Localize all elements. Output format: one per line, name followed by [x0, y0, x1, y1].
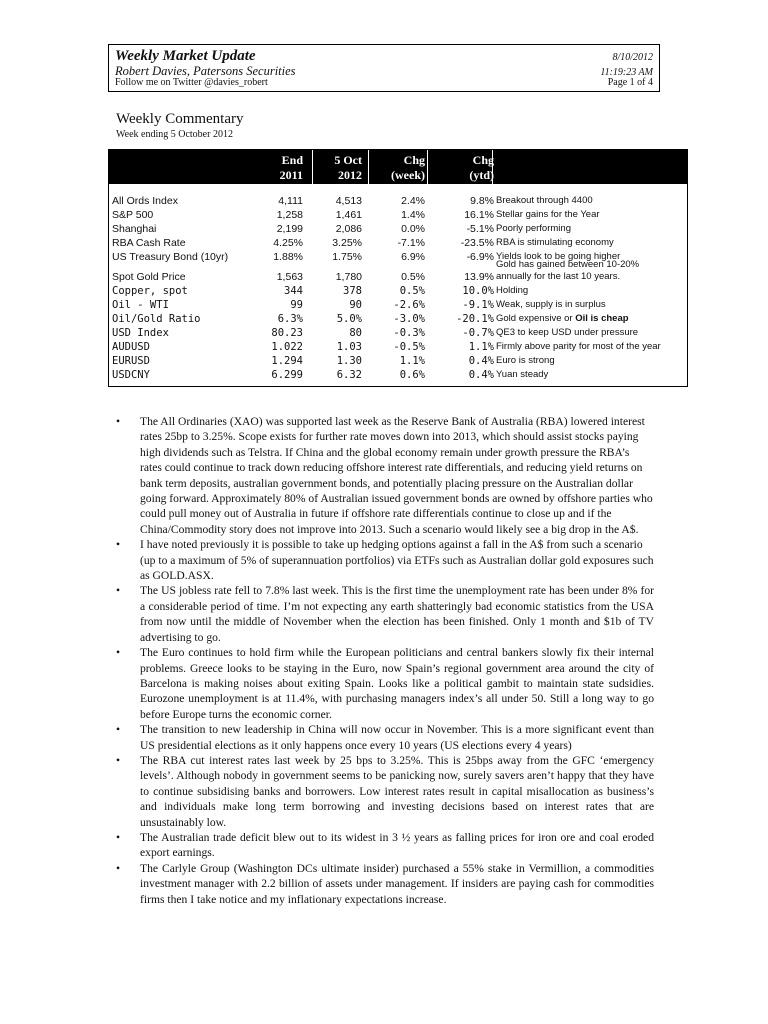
table-row: US Treasury Bond (10yr) 1.88% 1.75% 6.9% -6.9% Yields look to be going higher	[112, 251, 621, 263]
col-header-oct5: 5 Oct 2012	[334, 153, 362, 182]
table-row: USDCNY 6.299 6.32 0.6% 0.4% Yuan steady	[112, 369, 549, 381]
col-header-chg-ytd: Chg (ytd)	[469, 153, 494, 182]
list-item: • The Euro continues to hold firm while the European politicians and central bankers slowly fix their internal problems. Greece looks to be staying in the Euro, now Spain’s regional government area around the city of Barcelona is making noises about exiting Spain. Looks like a political gambit to maintain state sudsidies. Eurozone unemployment is at 11.4%, with purchasing managers index’s all under 50. Still a long way to go before Europe turns the economic corner.	[116, 645, 654, 722]
list-item: • The US jobless rate fell to 7.8% last week. This is the first time the unemployment rate has been under 8% for a considerable period of time. I’m not expecting any earth shatteringly bad economic statistics from the USA from now until the middle of November when the election has been finished. Only 1 month and $1b of TV advertising to go.	[116, 583, 654, 645]
col-header-end2011: End 2011	[279, 153, 303, 182]
list-item: • The All Ordinaries (XAO) was supported last week as the Reserve Bank of Australia (RBA) lowered interest rates 25bp to 3.25%. Scope exists for further rate moves down into 2013, which should assist stocks paying high dividends such as Telstra. If China and the global economy remain under growth pressure the RBA’s rates could continue to track down reducing offshore interest rate differentials, and reducing yield returns on bank term deposits, australian government bonds, and potentially placing pressure on the Australian dollar going forward. Approximately 80% of Australian issued government bonds are owned by offshore parties who could pull money out of Australia in future if offshore rate differentials continue to close up and if the China/Commodity story does not improve into 2013. Such a scenario would likely see a big drop in the A$.	[116, 414, 654, 537]
table-row: Shanghai 2,199 2,086 0.0% -5.1% Poorly performing	[112, 223, 571, 235]
report-time: 11:19:23 AM	[600, 67, 653, 78]
table-row: Oil/Gold Ratio 6.3% 5.0% -3.0% -20.1% Gold expensive or Oil is cheap	[112, 313, 629, 325]
table-row: USD Index 80.23 80 -0.3% -0.7% QE3 to keep USD under pressure	[112, 327, 639, 339]
twitter-line: Follow me on Twitter @davies_robert	[115, 77, 268, 88]
list-item: • The Carlyle Group (Washington DCs ultimate insider) purchased a 55% stake in Vermillion, a commodities investment manager with 2.2 billion of assets under management. If insiders are paying cash for commodities firms then I take notice and my inflationary expectations increase.	[116, 861, 654, 907]
commentary-list	[116, 414, 654, 907]
table-row: AUDUSD 1.022 1.03 -0.5% 1.1% Firmly above parity for most of the year	[112, 341, 661, 353]
table-row: Spot Gold Price 1,563 1,780 0.5% 13.9% annually for the last 10 years.	[112, 271, 621, 283]
table-row: S&P 500 1,258 1,461 1.4% 16.1% Stellar gains for the Year	[112, 209, 600, 221]
list-item: • The Australian trade deficit blew out to its widest in 3 ½ years as falling prices for iron ore and coal eroded export earnings.	[116, 830, 654, 861]
table-row: All Ords Index 4,111 4,513 2.4% 9.8% Breakout through 4400	[112, 195, 593, 207]
list-item: • The RBA cut interest rates last week by 25 bps to 3.25%. This is 25bps away from the GFC ‘emergency levels’. Although nobody in government seems to be panicking now, surely savers aren’t happy that they have to continue subsidising banks and borrowers. Low interest rates result in capital misallocation as business’s and individuals make long term borrowing and investing decisions based on interest rates that are unsustainably low.	[116, 753, 654, 830]
section-title: Weekly Commentary	[116, 111, 244, 127]
page-number: Page 1 of 4	[607, 77, 653, 88]
report-title: Weekly Market Update	[115, 48, 256, 64]
table-row: Copper, spot 344 378 0.5% 10.0% Holding	[112, 285, 529, 297]
table-row-comment-extra: Gold has gained between 10-20%	[496, 259, 640, 270]
table-header	[109, 150, 687, 184]
report-date: 8/10/2012	[612, 52, 653, 63]
list-item: • The transition to new leadership in China will now occur in November. This is a more significant event than US presidential elections as it only happens once every 10 years (US elections every 4 years)	[116, 722, 654, 753]
table-row: RBA Cash Rate 4.25% 3.25% -7.1% -23.5% RBA is stimulating economy	[112, 237, 614, 249]
table-row: EURUSD 1.294 1.30 1.1% 0.4% Euro is strong	[112, 355, 555, 367]
section-subtitle: Week ending 5 October 2012	[116, 129, 233, 140]
market-table	[108, 149, 688, 387]
report-header	[108, 44, 660, 92]
list-item: • I have noted previously it is possible to take up hedging options against a fall in the A$ from such a scenario (up to a maximum of 5% of superannuation portfolios) via ETFs such as Australian dollar gold exposures such as GOLD.ASX.	[116, 537, 654, 583]
table-row: Oil - WTI 99 90 -2.6% -9.1% Weak, supply is in surplus	[112, 299, 606, 311]
col-header-chg-week: Chg (week)	[391, 153, 425, 182]
report-author: Robert Davies, Patersons Securities	[115, 64, 296, 78]
